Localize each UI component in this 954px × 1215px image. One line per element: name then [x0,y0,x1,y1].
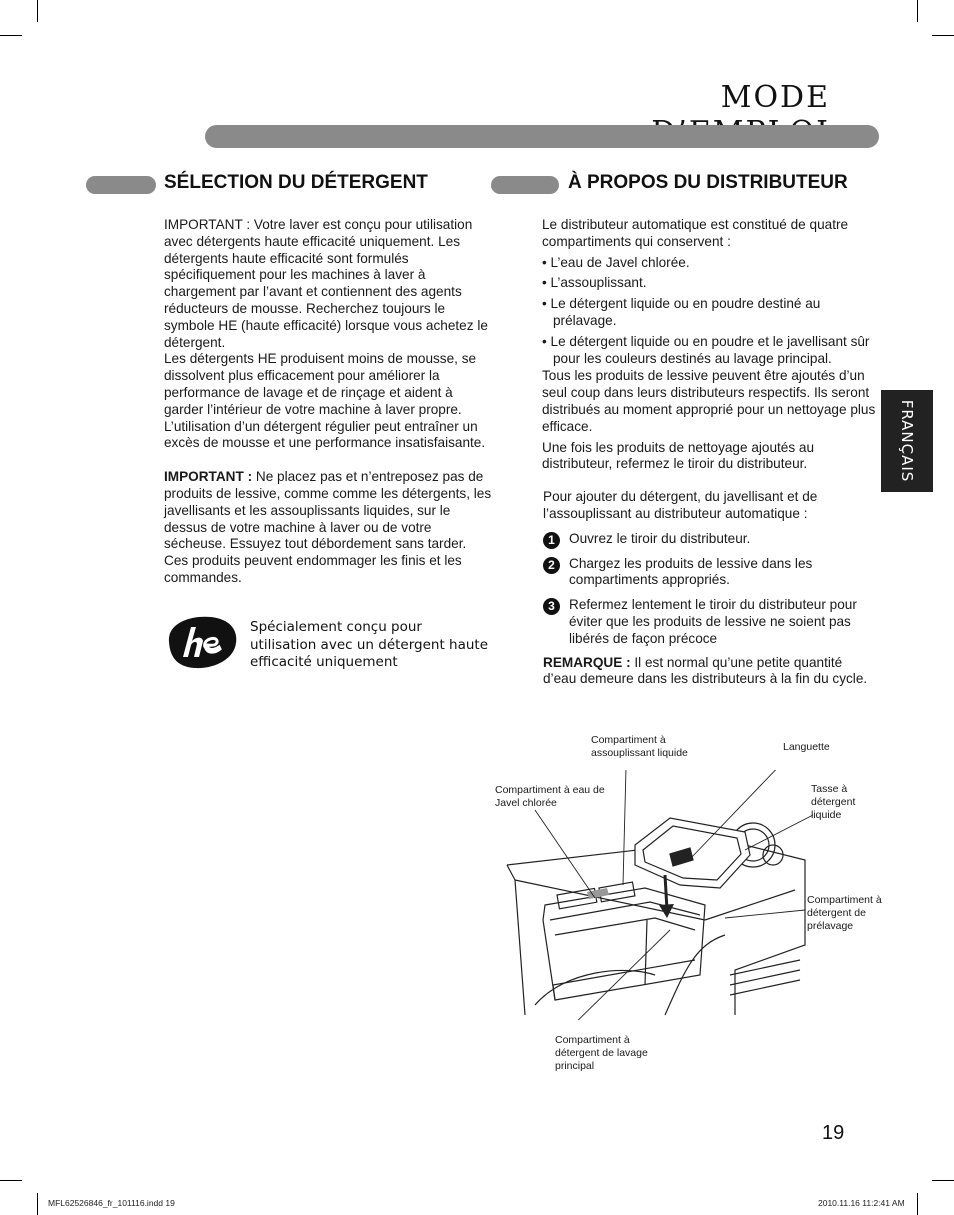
step-item [542,597,877,647]
section-heading-dispenser: À PROPOS DU DISTRIBUTEUR [568,172,848,193]
section-pill [491,176,559,194]
figure-label-main-wash: Compartiment à détergent de lavage principal [555,1034,648,1072]
step-number: 3 [543,598,560,615]
note-text: Il est normal qu’une petite quantité d’eau demeure dans les distributeurs à la fin du cycle. [543,654,868,687]
bullet-item: • L’eau de Javel chlorée. [542,254,690,270]
note-paragraph [542,655,877,689]
page-title: MODE [720,80,830,115]
step-number: 1 [543,532,560,549]
language-tab [881,390,933,492]
figure-label-cup: Tasse à détergent liquide [811,783,856,821]
figure-label-prewash: Compartiment à détergent de prélavage [807,894,882,932]
step-text: Ouvrez le tiroir du distributeur. [569,530,751,546]
crop-mark [37,1193,38,1215]
crop-mark [0,1180,22,1181]
step-text: Refermez lentement le tiroir du distributeur pour éviter que les produits de lessive ne soient pas libérés de façon précoce [569,597,857,646]
crop-mark [932,1180,954,1181]
crop-mark [917,1193,918,1215]
figure-label-softener: Compartiment à assouplissant liquide [591,734,688,759]
language-tab-label: FRANÇAIS [898,399,916,483]
bullet-item: • Le détergent liquide ou en poudre destiné au prélavage. [542,296,821,328]
title-bar [205,125,879,148]
he-caption: Spécialement conçu pour utilisation avec un détergent haute efficacité uniquement [250,619,489,670]
crop-mark [0,35,22,36]
footer-file: MFL62526846_fr_101116.indd 19 [48,1198,175,1208]
footer-timestamp: 2010.11.16 11:2:41 AM [818,1198,905,1208]
paragraph: Une fois les produits de nettoyage ajoutés au distributeur, refermez le tiroir du distributeur. [542,439,815,472]
paragraph-text: Ne placez pas et n’entreposez pas de produits de lessive, comme comme les détergents, les javellisants et les assouplissants liquides, sur le dessus de votre machine à laver ou de votre sécheuse. Essuyez tout débordement sans tarder. Ces produits peuvent endommager les finis et les commandes. [164,469,492,585]
step-item [542,556,877,590]
paragraph: IMPORTANT : Votre laver est conçu pour utilisation avec détergents haute efficacité uniquement. Les détergents haute efficacité sont formulés spécifiquement pour les machines à laver à chargement par l’avant et contiennent des agents réducteurs de mousse. Recherchez toujours le symbole HE (haute efficacité) lorsque vous achetez le détergent. [164,217,488,350]
bullet-item: • L’assouplissant. [542,275,647,291]
paragraph: Le distributeur automatique est constitué de quatre compartiments qui conservent : [542,217,849,249]
paragraph [164,469,494,587]
crop-mark [932,35,954,36]
paragraph: Les détergents HE produisent moins de mousse, se dissolvent plus efficacement pour améliorer la performance de lavage et de rinçage et aident à garder l’intérieur de votre machine à laver propre. L’utilisation d’un détergent régulier peut entraîner un excès de mousse et une performance insatisfaisante. [164,351,486,451]
step-text: Chargez les produits de lessive dans les compartiments appropriés. [569,555,813,588]
crop-mark [37,0,38,22]
crop-mark [917,0,918,22]
section-heading-detergent: SÉLECTION DU DÉTERGENT [164,172,428,193]
bullet-item: • Le détergent liquide ou en poudre et le javellisant sûr pour les couleurs destinés au lavage principal. [542,333,870,366]
section-pill [86,176,156,194]
paragraph: Pour ajouter du détergent, du javellisant et de l’assouplissant au distributeur automatique : [543,489,818,521]
he-logo-icon [163,613,239,671]
bold-label: REMARQUE : [543,654,631,670]
bold-label: IMPORTANT : [164,469,253,485]
detergent-section-body [164,217,494,587]
step-item [542,531,877,548]
page-number: 19 [822,1122,845,1144]
figure-label-tab: Languette [783,741,830,753]
figure-label-bleach: Compartiment à eau de Javel chlorée [495,784,605,809]
step-number: 2 [543,557,560,574]
paragraph: Tous les produits de lessive peuvent être ajoutés d’un seul coup dans leurs distributeurs respectifs. Ils seront distribués au moment approprié pour un nettoyage plus efficace. [542,368,876,434]
dispenser-section-body [542,217,877,688]
